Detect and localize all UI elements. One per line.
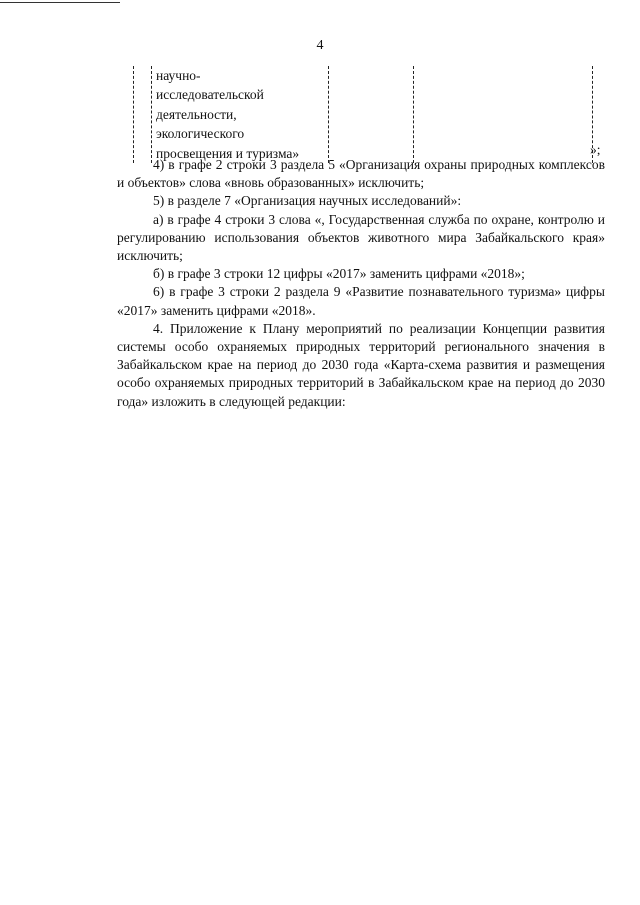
paragraph-item-6: 6) в графе 3 строки 2 раздела 9 «Развитие познавательного туризма» цифры «2017» заменить цифрами «2018». — [117, 284, 605, 318]
table-closing-quote: »; — [590, 142, 601, 157]
paragraph-subitem-b: б) в графе 3 строки 12 цифры «2017» заменить цифрами «2018»; — [153, 266, 525, 282]
table-cell-empty — [414, 66, 593, 163]
paragraph-section-4: 4. Приложение к Плану мероприятий по реализации Концепции развития системы особо охраняемых природных территорий регионального значения в Забайкальском крае на период до 2030 года «Карта-схема развития и размещения особо охраняемых природных территорий в Забайкальском крае на период до 2030 года» изложить в следующей редакции: — [117, 320, 605, 409]
scan-edge-rule — [0, 2, 120, 3]
page-number: 4 — [316, 38, 324, 53]
table-fragment — [133, 66, 593, 163]
table-cell-line: просвещения и туризма» — [156, 145, 300, 161]
paragraph-item-5: 5) в разделе 7 «Организация научных исследований»: — [153, 193, 462, 209]
table-cell-line: экологического — [156, 126, 245, 142]
table-row — [134, 66, 593, 163]
table-cell-text — [152, 66, 329, 163]
table-cell-line: научно- — [156, 68, 201, 83]
table-cell-empty — [329, 66, 414, 163]
document-body — [117, 156, 605, 411]
table-cell-number — [134, 66, 152, 163]
paragraph-subitem-a: а) в графе 4 строки 3 слова «, Государственная служба по охране, контролю и регулированию использования объектов животного мира Забайкальского края» исключить; — [117, 211, 605, 264]
paragraph-item-4: 4) в графе 2 строки 3 раздела 5 «Организация охраны природных комплексов и объектов» слова «вновь образованных» исключить; — [117, 157, 605, 191]
table-cell-line: деятельности, — [156, 106, 237, 122]
table-cell-line: исследовательской — [156, 87, 264, 103]
